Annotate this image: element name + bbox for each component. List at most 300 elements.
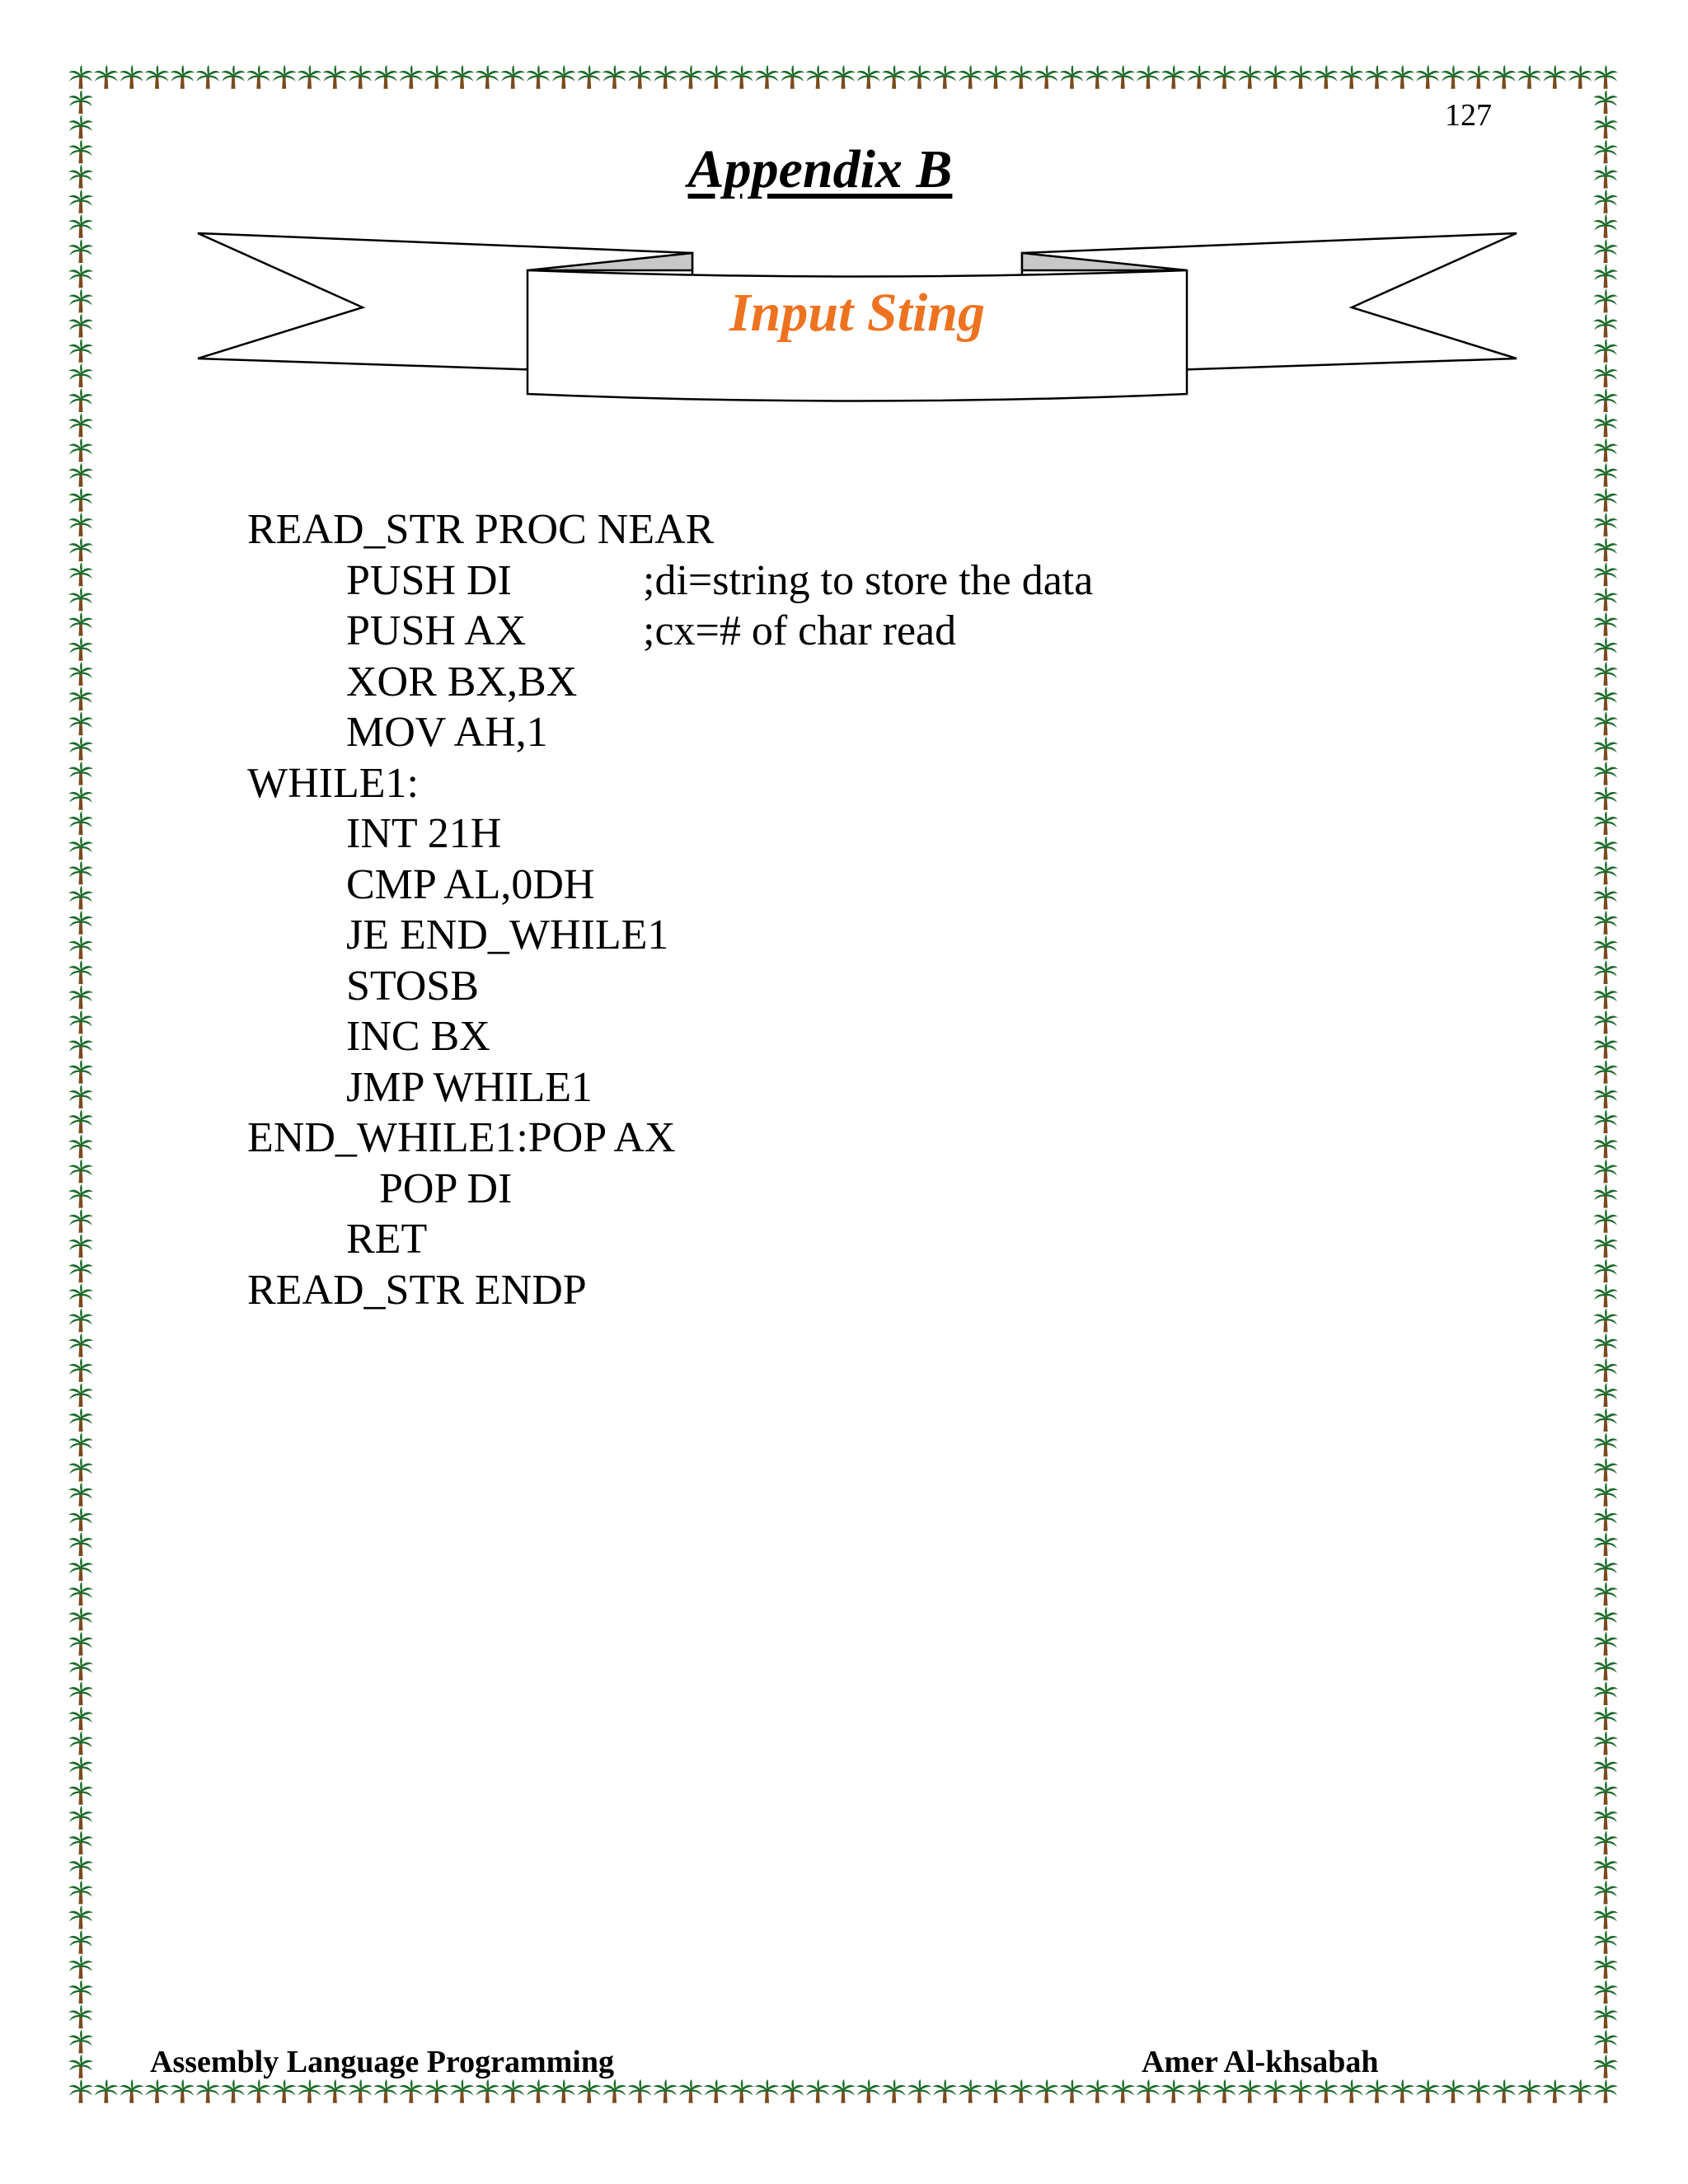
palm-tree-icon: [1593, 1732, 1618, 1755]
palm-tree-icon: [68, 1433, 93, 1457]
palm-tree-icon: [348, 2079, 373, 2103]
palm-tree-icon: [68, 1781, 93, 1805]
palm-tree-icon: [500, 2079, 525, 2103]
palm-tree-icon: [1593, 1358, 1618, 1382]
palm-tree-icon: [1415, 2079, 1440, 2103]
palm-tree-icon: [831, 65, 856, 89]
code-instruction: RET: [346, 1216, 428, 1263]
palm-tree-icon: [195, 65, 220, 89]
palm-tree-icon: [68, 861, 93, 885]
palm-tree-icon: [1593, 1980, 1618, 2004]
palm-tree-icon: [1161, 65, 1186, 89]
appendix-heading: Appendix B: [687, 139, 953, 199]
palm-tree-icon: [1593, 1309, 1618, 1333]
palm-tree-icon: [1085, 2079, 1109, 2103]
palm-tree-icon: [1085, 65, 1109, 89]
code-line: [247, 555, 1484, 607]
palm-tree-icon: [526, 2079, 551, 2103]
palm-tree-icon: [780, 2079, 804, 2103]
palm-tree-icon: [1593, 65, 1618, 89]
palm-tree-icon: [958, 2079, 982, 2103]
palm-tree-icon: [68, 2005, 93, 2029]
palm-tree-icon: [68, 2055, 93, 2079]
code-label: END_WHILE1:POP AX: [247, 1114, 676, 1161]
palm-tree-icon: [68, 811, 93, 835]
palm-tree-icon: [1593, 289, 1618, 313]
palm-tree-icon: [68, 687, 93, 710]
palm-tree-icon: [1593, 513, 1618, 537]
palm-tree-icon: [68, 537, 93, 561]
palm-tree-icon: [1517, 2079, 1542, 2103]
code-line: [247, 504, 1484, 555]
palm-tree-icon: [1593, 911, 1618, 935]
palm-tree-icon: [1187, 2079, 1212, 2103]
palm-tree-icon: [1593, 1383, 1618, 1407]
palm-tree-icon: [1593, 662, 1618, 686]
palm-tree-icon: [195, 2079, 220, 2103]
palm-tree-icon: [1593, 588, 1618, 612]
palm-tree-icon: [1593, 1085, 1618, 1108]
code-instruction: STOSB: [346, 962, 479, 1010]
palm-tree-icon: [68, 264, 93, 288]
palm-tree-icon: [68, 1930, 93, 1954]
palm-tree-icon: [1593, 2055, 1618, 2079]
palm-tree-icon: [1339, 2079, 1364, 2103]
palm-tree-icon: [170, 2079, 195, 2103]
palm-tree-icon: [145, 65, 170, 89]
code-line: [247, 808, 1484, 860]
code-line: [247, 606, 1484, 657]
palm-tree-icon: [907, 2079, 932, 2103]
code-line: [247, 758, 1484, 809]
palm-tree-icon: [1263, 2079, 1287, 2103]
banner-title: Input Sting: [729, 283, 986, 343]
palm-tree-icon: [1263, 65, 1287, 89]
palm-tree-icon: [68, 712, 93, 736]
palm-tree-icon: [68, 413, 93, 437]
palm-tree-icon: [68, 1607, 93, 1631]
palm-tree-icon: [246, 65, 271, 89]
palm-tree-icon: [1593, 2030, 1618, 2054]
palm-tree-icon: [1441, 2079, 1465, 2103]
code-line: [247, 860, 1484, 911]
palm-tree-icon: [627, 2079, 652, 2103]
palm-tree-icon: [1288, 65, 1313, 89]
palm-tree-icon: [780, 65, 804, 89]
palm-tree-icon: [1339, 65, 1364, 89]
palm-tree-icon: [68, 488, 93, 512]
palm-tree-icon: [68, 1184, 93, 1208]
palm-tree-icon: [805, 65, 830, 89]
palm-tree-icon: [1593, 413, 1618, 437]
palm-tree-icon: [68, 1980, 93, 2004]
palm-tree-icon: [1466, 65, 1491, 89]
palm-tree-icon: [678, 2079, 703, 2103]
palm-tree-icon: [1593, 339, 1618, 363]
code-line: [247, 1164, 1484, 1215]
palm-tree-icon: [729, 2079, 754, 2103]
palm-tree-icon: [882, 2079, 907, 2103]
palm-tree-icon: [882, 65, 907, 89]
palm-tree-icon: [1593, 1184, 1618, 1208]
palm-tree-icon: [68, 1383, 93, 1407]
palm-tree-icon: [1593, 537, 1618, 561]
palm-tree-icon: [450, 65, 475, 89]
palm-tree-icon: [1415, 65, 1440, 89]
palm-tree-icon: [68, 1109, 93, 1133]
palm-tree-icon: [1593, 563, 1618, 587]
palm-tree-icon: [68, 339, 93, 363]
palm-tree-icon: [68, 1732, 93, 1755]
palm-tree-icon: [298, 65, 322, 89]
palm-tree-icon: [68, 463, 93, 487]
palm-tree-icon: [1161, 2079, 1186, 2103]
palm-tree-icon: [500, 65, 525, 89]
code-line: [247, 961, 1484, 1012]
palm-tree-icon: [1593, 1582, 1618, 1606]
palm-tree-icon: [94, 2079, 119, 2103]
palm-tree-icon: [1593, 811, 1618, 835]
palm-tree-icon: [907, 65, 932, 89]
palm-tree-icon: [221, 2079, 246, 2103]
palm-tree-icon: [68, 1532, 93, 1556]
palm-tree-icon: [1593, 1632, 1618, 1656]
palm-tree-icon: [424, 65, 449, 89]
code-instruction: PUSH DI: [346, 556, 512, 604]
palm-tree-icon: [805, 2079, 830, 2103]
palm-tree-icon: [1593, 1881, 1618, 1905]
palm-tree-icon: [68, 612, 93, 636]
palm-tree-icon: [603, 65, 627, 89]
palm-tree-icon: [475, 2079, 499, 2103]
palm-tree-icon: [120, 2079, 144, 2103]
palm-tree-icon: [246, 2079, 271, 2103]
palm-tree-icon: [348, 65, 373, 89]
palm-tree-icon: [1593, 985, 1618, 1009]
palm-tree-icon: [68, 1955, 93, 1979]
palm-tree-icon: [68, 1905, 93, 1929]
code-line: [247, 707, 1484, 758]
palm-tree-icon: [68, 388, 93, 412]
palm-tree-icon: [68, 1309, 93, 1333]
palm-tree-icon: [1593, 1557, 1618, 1581]
palm-tree-icon: [68, 563, 93, 587]
palm-tree-icon: [932, 65, 957, 89]
palm-tree-icon: [551, 2079, 576, 2103]
palm-tree-icon: [170, 65, 195, 89]
palm-tree-icon: [68, 1756, 93, 1780]
palm-tree-icon: [68, 588, 93, 612]
footer-book-title: Assembly Language Programming: [150, 2045, 614, 2079]
palm-tree-icon: [399, 65, 424, 89]
palm-tree-icon: [1110, 65, 1135, 89]
palm-tree-icon: [68, 90, 93, 114]
palm-tree-icon: [1593, 1756, 1618, 1780]
palm-tree-icon: [68, 513, 93, 537]
palm-tree-icon: [322, 2079, 347, 2103]
palm-tree-icon: [1034, 65, 1059, 89]
palm-tree-icon: [1593, 1607, 1618, 1631]
palm-tree-icon: [932, 2079, 957, 2103]
palm-tree-icon: [145, 2079, 170, 2103]
palm-tree-icon: [68, 314, 93, 338]
palm-tree-icon: [627, 65, 652, 89]
palm-tree-icon: [1593, 1657, 1618, 1680]
palm-tree-icon: [475, 65, 499, 89]
palm-tree-icon: [68, 1085, 93, 1108]
palm-tree-icon: [1009, 2079, 1034, 2103]
palm-tree-icon: [856, 2079, 881, 2103]
palm-tree-icon: [1593, 1830, 1618, 1854]
palm-tree-icon: [68, 1035, 93, 1059]
palm-tree-icon: [1466, 2079, 1491, 2103]
code-instruction: JE END_WHILE1: [346, 912, 669, 958]
palm-tree-icon: [1593, 886, 1618, 910]
palm-tree-icon: [68, 1657, 93, 1680]
palm-tree-icon: [1593, 115, 1618, 138]
palm-tree-icon: [1365, 2079, 1390, 2103]
code-instruction: XOR BX,BX: [346, 658, 578, 705]
palm-tree-icon: [1593, 1209, 1618, 1233]
palm-tree-icon: [1593, 1134, 1618, 1158]
palm-tree-icon: [68, 836, 93, 860]
palm-tree-icon: [1593, 861, 1618, 885]
palm-tree-icon: [603, 2079, 627, 2103]
palm-tree-icon: [1237, 2079, 1262, 2103]
palm-tree-icon: [1593, 1930, 1618, 1954]
palm-tree-icon: [577, 65, 602, 89]
palm-tree-icon: [856, 65, 881, 89]
palm-tree-icon: [68, 762, 93, 785]
code-instruction: PUSH AX: [346, 607, 527, 654]
palm-tree-icon: [1593, 1532, 1618, 1556]
palm-tree-icon: [68, 239, 93, 263]
palm-tree-icon: [68, 1160, 93, 1183]
code-instruction: CMP AL,0DH: [346, 860, 595, 908]
page-number: 127: [1445, 98, 1492, 133]
palm-tree-icon: [1593, 1781, 1618, 1805]
palm-tree-icon: [1593, 1806, 1618, 1830]
palm-tree-icon: [1212, 2079, 1237, 2103]
palm-tree-icon: [1593, 1681, 1618, 1705]
palm-tree-icon: [1492, 65, 1517, 89]
code-line: [247, 1011, 1484, 1062]
palm-tree-icon: [68, 1557, 93, 1581]
palm-tree-icon: [1441, 65, 1465, 89]
palm-tree-icon: [551, 65, 576, 89]
palm-tree-icon: [1593, 1333, 1618, 1357]
palm-tree-icon: [1060, 2079, 1085, 2103]
palm-tree-icon: [1492, 2079, 1517, 2103]
palm-tree-icon: [68, 1234, 93, 1258]
palm-tree-icon: [1593, 1284, 1618, 1308]
palm-tree-icon: [68, 911, 93, 935]
palm-tree-icon: [1593, 786, 1618, 810]
palm-tree-icon: [1593, 264, 1618, 288]
palm-tree-icon: [1593, 1160, 1618, 1183]
palm-tree-icon: [1593, 388, 1618, 412]
palm-tree-icon: [1314, 65, 1339, 89]
palm-tree-icon: [424, 2079, 449, 2103]
palm-tree-icon: [1568, 65, 1592, 89]
palm-tree-icon: [399, 2079, 424, 2103]
palm-tree-icon: [653, 65, 678, 89]
palm-tree-icon: [958, 65, 982, 89]
palm-tree-icon: [983, 65, 1008, 89]
palm-tree-icon: [653, 2079, 678, 2103]
palm-tree-icon: [68, 1632, 93, 1656]
palm-tree-icon: [1060, 65, 1085, 89]
palm-tree-icon: [755, 2079, 780, 2103]
palm-tree-icon: [1593, 836, 1618, 860]
palm-tree-icon: [450, 2079, 475, 2103]
palm-tree-icon: [1390, 2079, 1414, 2103]
palm-tree-icon: [68, 1284, 93, 1308]
palm-tree-icon: [68, 1706, 93, 1730]
palm-tree-icon: [1593, 1035, 1618, 1059]
palm-tree-icon: [1593, 1507, 1618, 1531]
palm-tree-icon: [755, 65, 780, 89]
palm-tree-icon: [1593, 1433, 1618, 1457]
palm-tree-icon: [1212, 65, 1237, 89]
palm-tree-icon: [68, 637, 93, 661]
palm-tree-icon: [68, 1010, 93, 1034]
palm-tree-icon: [1593, 2079, 1618, 2103]
palm-tree-icon: [1593, 1905, 1618, 1929]
palm-tree-icon: [68, 1806, 93, 1830]
palm-tree-icon: [1593, 1706, 1618, 1730]
palm-tree-icon: [68, 935, 93, 959]
palm-tree-icon: [68, 115, 93, 138]
palm-tree-icon: [1593, 687, 1618, 710]
palm-tree-icon: [983, 2079, 1008, 2103]
palm-tree-icon: [1110, 2079, 1135, 2103]
palm-tree-icon: [1593, 1060, 1618, 1084]
palm-tree-icon: [1593, 1109, 1618, 1133]
palm-tree-icon: [1593, 1010, 1618, 1034]
code-label: WHILE1:: [247, 759, 419, 807]
palm-tree-icon: [120, 65, 144, 89]
palm-tree-icon: [68, 438, 93, 462]
palm-tree-icon: [68, 1582, 93, 1606]
palm-tree-icon: [272, 2079, 297, 2103]
palm-tree-icon: [1542, 2079, 1567, 2103]
palm-tree-icon: [1593, 637, 1618, 661]
palm-tree-icon: [1593, 935, 1618, 959]
palm-tree-icon: [1390, 65, 1414, 89]
palm-tree-icon: [1593, 1408, 1618, 1432]
palm-tree-icon: [68, 1507, 93, 1531]
assembly-code-listing: [247, 504, 1484, 1315]
palm-tree-icon: [68, 1060, 93, 1084]
palm-tree-icon: [1314, 2079, 1339, 2103]
palm-tree-icon: [68, 737, 93, 761]
palm-tree-icon: [704, 2079, 729, 2103]
palm-tree-icon: [322, 65, 347, 89]
palm-tree-icon: [1593, 438, 1618, 462]
palm-tree-icon: [1009, 65, 1034, 89]
palm-tree-icon: [68, 1134, 93, 1158]
palm-tree-icon: [1136, 65, 1160, 89]
code-line: [247, 1062, 1484, 1113]
palm-tree-icon: [68, 662, 93, 686]
palm-tree-icon: [68, 886, 93, 910]
palm-tree-icon: [68, 1333, 93, 1357]
code-line: [247, 910, 1484, 961]
palm-tree-icon: [94, 65, 119, 89]
palm-tree-icon: [1593, 762, 1618, 785]
palm-tree-icon: [68, 1258, 93, 1282]
palm-tree-icon: [68, 1830, 93, 1854]
palm-tree-icon: [1593, 1483, 1618, 1507]
palm-tree-icon: [1365, 65, 1390, 89]
palm-tree-icon: [1593, 1258, 1618, 1282]
palm-tree-icon: [68, 1458, 93, 1482]
palm-tree-icon: [1187, 65, 1212, 89]
code-instruction: POP DI: [379, 1165, 513, 1212]
code-comment: ;cx=# of char read: [643, 607, 957, 654]
palm-tree-icon: [1568, 2079, 1592, 2103]
palm-tree-icon: [1136, 2079, 1160, 2103]
palm-tree-icon: [1593, 90, 1618, 114]
palm-tree-icon: [1288, 2079, 1313, 2103]
palm-tree-icon: [68, 2030, 93, 2054]
palm-tree-icon: [1593, 463, 1618, 487]
palm-tree-icon: [831, 2079, 856, 2103]
palm-tree-icon: [68, 65, 93, 89]
code-comment: ;di=string to store the data: [643, 556, 1094, 604]
footer-author: Amer Al-khsabah: [1142, 2045, 1379, 2079]
palm-tree-icon: [68, 1408, 93, 1432]
code-instruction: MOV AH,1: [346, 709, 548, 756]
palm-tree-icon: [68, 289, 93, 313]
code-label: READ_STR ENDP: [247, 1266, 587, 1314]
palm-tree-icon: [1593, 363, 1618, 387]
palm-tree-icon: [298, 2079, 322, 2103]
palm-tree-icon: [373, 65, 398, 89]
palm-tree-icon: [373, 2079, 398, 2103]
palm-tree-icon: [68, 214, 93, 238]
palm-tree-icon: [1593, 612, 1618, 636]
palm-tree-icon: [1593, 737, 1618, 761]
palm-tree-icon: [68, 1881, 93, 1905]
code-instruction: INC BX: [346, 1013, 490, 1060]
code-line: [247, 1113, 1484, 1164]
palm-tree-icon: [1593, 214, 1618, 238]
palm-tree-icon: [704, 65, 729, 89]
palm-tree-icon: [68, 1358, 93, 1382]
code-line: [247, 1265, 1484, 1316]
palm-tree-icon: [1593, 712, 1618, 736]
palm-tree-icon: [1593, 1234, 1618, 1258]
palm-tree-icon: [729, 65, 754, 89]
palm-tree-icon: [68, 2079, 93, 2103]
palm-tree-icon: [68, 363, 93, 387]
palm-tree-icon: [1517, 65, 1542, 89]
code-line: [247, 657, 1484, 708]
palm-tree-icon: [1593, 1855, 1618, 1879]
code-instruction: INT 21H: [346, 810, 502, 857]
palm-tree-icon: [1593, 1955, 1618, 1979]
palm-tree-icon: [68, 1483, 93, 1507]
code-label: READ_STR PROC NEAR: [247, 506, 715, 553]
palm-tree-icon: [1593, 314, 1618, 338]
palm-tree-icon: [678, 65, 703, 89]
palm-tree-icon: [526, 65, 551, 89]
palm-tree-icon: [68, 960, 93, 984]
palm-tree-icon: [577, 2079, 602, 2103]
palm-tree-icon: [68, 1855, 93, 1879]
